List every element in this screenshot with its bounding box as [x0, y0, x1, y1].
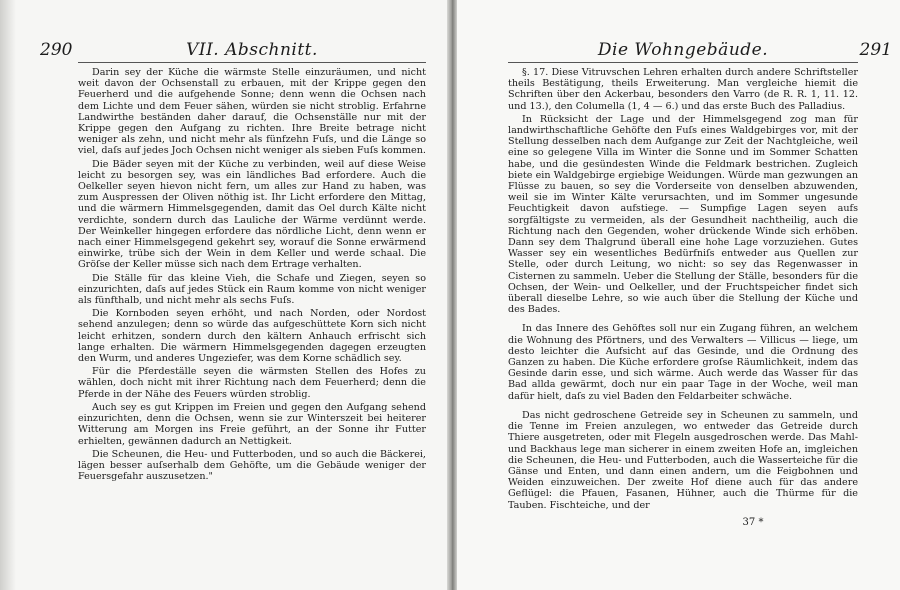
- paragraph: Die Kornboden seyen erhöht, und nach Norden, oder Nordost sehend anzulegen; denn so würde das aufgeschüttete Korn sich nicht leicht erhitzen, sondern durch den kältern Anhauch erfrischt sich lange erhalten. Die wärmern Himmelsgegenden dagegen erzeugten den Wurm, und anderes Ungeziefer, was dem Korne schädlich sey.: [78, 308, 426, 365]
- right-page: [452, 0, 900, 590]
- right-page-number: 291: [859, 40, 892, 60]
- paragraph: Auch sey es gut Krippen im Freien und gegen den Aufgang sehend einzurichten, denn die Ochsen, wenn sie zur Winterszeit bei heiterer Witterung am Morgen ins Freie geführt, an der Sonne ihr Futter erhielten, gewännen dadurch an Nettigkeit.: [78, 401, 426, 447]
- paragraph: In Rücksicht der Lage und der Himmelsgegend zog man für landwirthschaftliche Gehöfte den Fuſs eines Waldgebirges vor, mit der Stellung desselben nach dem Aufgange zur Zeit der Nachtgleiche, weil eine so gelegene Villa im Winter die Sonne und im Sommer Schatten habe, und die gesündesten Winde die Feldmark bestrichen. Zugleich biete ein Waldgebirge ergiebige Weidungen. Würde man gezwungen an Flüsse zu bauen, so sey die Vorderseite von denselben abzuwenden, weil sie im Winter Kälte verursachten, und im Sommer ungesunde Feuchtigkeit davon aufstiege. — Sumpfige Lagen seyen aufs sorgfältigste zu vermeiden, als der Gesundheit nachtheilig, auch die Richtung nach den Gegenden, woher drückende Winde sich erhöben. Dann sey dem Thalgrund überall eine hohe Lage vorzuziehen. Gutes Wasser sey ein wesentliches Bedürfniſs entweder aus Quellen zur Stelle, oder durch Leitung, wo nicht: so sey das Regenwasser in Cisternen zu sammeln. Ueber die Stellung der Ställe, besonders für die Ochsen, der Wein- und Oelkeller, und der Fruchtspeicher findet sich überall dieselbe Lehre, so wie auch über die Stellung der Küche und des Bades.: [508, 113, 858, 316]
- paragraph: Darin sey der Küche die wärmste Stelle einzuräumen, und nicht weit davon der Ochsenstall zu erbauen, mit der Krippe gegen den Feuerherd und die aufgehende Sonne; denn wenn die Ochsen nach dem Lichte und dem Feuer sähen, würden sie nicht stroblig. Erfahrne Landwirthe beständen daher darauf, die Ochsenställe nur mit der Krippe gegen den Aufgang zu richten. Ihre Breite betrage nicht weniger als zehn, und nicht mehr als fünfzehn Fuſs, und die Länge so viel, daſs auf jedes Joch Ochsen nicht weniger als sieben Fuſs kommen.: [78, 67, 426, 157]
- paragraph: Die Bäder seyen mit der Küche zu verbinden, weil auf diese Weise leicht zu besorgen sey, was ein ländliches Bad erfordere. Auch die Oelkeller seyen hievon nicht fern, um alles zur Hand zu haben, was zum Auspressen der Oliven nöthig ist. Ihr Licht erfordere den Mittag, und die wärmern Himmelsgegenden, damit das Oel durch Kälte nicht verdichte, sondern durch das Lauliche der Wärme verdünnt werde. Der Weinkeller hingegen erfordere das nördliche Licht, denn wenn er nach einer Himmelsgegend gekehrt sey, worauf die Sonne erwärmend einwirke, trübe sich der Wein in dem Keller und werde schaal. Die Gröſse der Keller müsse sich nach dem Ertrage verhalten.: [78, 158, 426, 271]
- paragraph: §. 17. Diese Vitruvschen Lehren erhalten durch andere Schriftsteller theils Bestätigung, theils Erweiterung. Man vergleiche hiemit die Schriften über den Ackerbau, besonders den Varro (de R. R. 1, 11. 12. und 13.), den Columella (1, 4 — 6.) und das erste Buch des Palladius.: [508, 67, 858, 112]
- paragraph: Die Ställe für das kleine Vieh, die Schafe und Ziegen, seyen so einzurichten, daſs auf jedes Stück ein Raum komme von nicht weniger als fünfthalb, und nicht mehr als sechs Fuſs.: [78, 272, 426, 307]
- printer-signature: 37 *: [742, 516, 764, 528]
- right-running-head: Die Wohngebäude.: [597, 40, 769, 60]
- book-gutter: [447, 0, 457, 590]
- left-running-head: VII. Abschnitt.: [186, 40, 318, 60]
- left-running-header: [40, 40, 426, 63]
- right-page-body: [508, 67, 858, 528]
- right-running-header: [508, 40, 892, 63]
- paragraph: In das Innere des Gehöftes soll nur ein Zugang führen, an welchem die Wohnung des Pförtners, und des Verwalters — Villicus — liege, um desto leichter die Aufsicht auf das Gesinde, und die Ordnung des Ganzen zu haben. Die Küche erfordere groſse Räumlichkeit, indem das Gesinde darin esse, und sich wärme. Auch werde das Wasser für das Bad allda gewärmt, doch nur ein paar Tage in der Woche, weil man dafür hielt, daſs zu viel Baden den Feldarbeiter schwäche.: [508, 323, 858, 402]
- paragraph: Die Scheunen, die Heu- und Futterboden, und so auch die Bäckerei, lägen besser auſserhalb dem Gehöfte, um die Gebäude weniger der Feuersgefahr auszusetzen.": [78, 448, 426, 483]
- paragraph: Das nicht gedroschene Getreide sey in Scheunen zu sammeln, und die Tenne im Freien anzulegen, wo entweder das Getreide durch Thiere ausgetreten, oder mit Flegeln ausgedroschen werde. Das Mahl- und Backhaus lege man sicherer in einem zweiten Hofe an, imgleichen die Scheunen, die Heu- und Futterboden, auch die Wasserteiche für die Gänse und Enten, und dann einen andern, um die Feigbohnen und Weiden einzuweichen. Der zweite Hof diene auch für das andere Geflügel: die Pfauen, Fasanen, Hühner, auch die Thürme für die Tauben. Fischteiche, und der: [508, 409, 858, 511]
- left-page-number: 290: [40, 40, 73, 60]
- page-edge-shadow: [0, 0, 16, 590]
- left-page-body: [78, 67, 426, 482]
- paragraph: Für die Pferdeställe seyen die wärmsten Stellen des Hofes zu wählen, doch nicht mit ihrer Richtung nach dem Feuerherd; denn die Pferde in der Nähe des Feuers würden stroblig.: [78, 366, 426, 400]
